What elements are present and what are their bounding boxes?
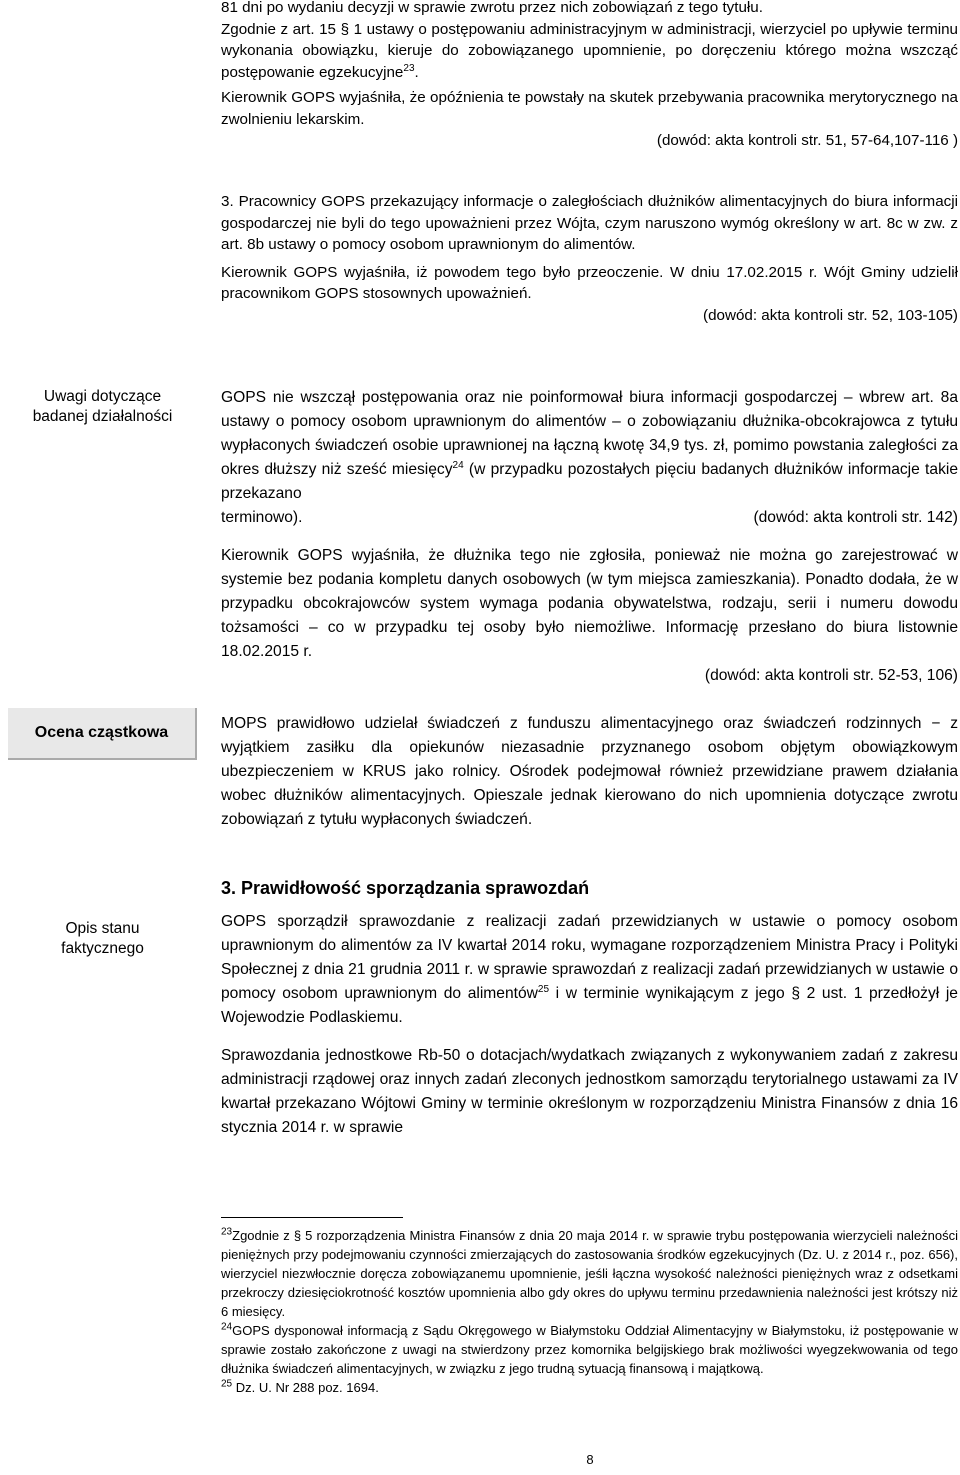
block-3: [221, 386, 958, 688]
block3-para1-last: terminowo).: [221, 509, 303, 526]
footnote-23-text: Zgodnie z § 5 rozporządzenia Ministra Finansów z dnia 20 maja 2014 r. w sprawie trybu postępowania wierzycieli należności pieniężnych przy podejmowaniu czynności zmierzających do zastosowania środków egzekucyjnych (Dz. U. z 2014 r., poz. 656), wierzyciel niezwłocznie doręcza zobowiązanemu upomnienie, jeśli łączna wysokość należności pieniężnych wraz z odsetkami przekroczy dziesięciokrotność kosztów upomnienia albo gdy okres do upływu terminu przedawnienia należności jest krótszy niż 6 miesięcy.: [221, 1228, 958, 1319]
section-3: [221, 876, 958, 1140]
footnote-24-number: 24: [221, 1321, 233, 1333]
footnote-ref-23[interactable]: 23: [403, 62, 415, 74]
footnote-24: [221, 1321, 958, 1378]
block3-para1: [221, 386, 958, 506]
block1-evidence: (dowód: akta kontroli str. 51, 57-64,107-116 ): [656, 132, 958, 149]
sidebar-uwagi-label: [0, 387, 205, 427]
block-1: [221, 0, 958, 152]
block2-para2: Kierownik GOPS wyjaśniła, iż powodem tego było przeoczenie. W dniu 17.02.2015 r. Wójt Gminy udzielił pracownikom GOPS stosownych upoważnień.: [221, 263, 958, 302]
sidebar-opis-line1: Opis stanu: [65, 920, 140, 937]
footnote-25: [221, 1378, 958, 1397]
block3-para2: Kierownik GOPS wyjaśniła, że dłużnika tego nie zgłosiła, ponieważ nie można go zarejestrować w systemie bez podania kompletu danych osobowych (w tym miejsca zamieszkania). Ponadto dodała, że w przypadku obcokrajowców system wymaga podania obywatelstwa, rodzaju, serii i numeru dowodu tożsamości – co w przypadku tej osoby było niemożliwe. Informację przesłano do biura listownie 18.02.2015 r.: [221, 547, 958, 660]
section3-para1-text: GOPS sporządził sprawozdanie z realizacji zadań przewidzianych w ustawie o pomocy osobom uprawnionym do alimentów za IV kwartał 2014 roku, wymagane rozporządzeniem Ministra Pracy i Polityki Społecznej z dnia 21 grudnia 2011 r. w sprawie sprawozdań z realizacji zadań przewidzianych w ustawie o pomocy osobom uprawnionym do alimentów: [221, 913, 958, 1002]
block3-evidence: (dowód: akta kontroli str. 142): [753, 509, 958, 526]
page-number: 8: [586, 1452, 594, 1467]
section3-heading: 3. Prawidłowość sporządzania sprawozdań: [221, 878, 590, 898]
sidebar-opis-line2: faktycznego: [61, 940, 144, 957]
footnote-25-text: Dz. U. Nr 288 poz. 1694.: [232, 1380, 379, 1395]
block3-evidence2: (dowód: akta kontroli str. 52-53, 106): [704, 667, 958, 684]
block1-line1: 81 dni po wydaniu decyzji w sprawie zwrotu przez nich zobowiązań z tego tytułu.: [221, 0, 763, 16]
sidebar-ocena-label: Ocena cząstkowa: [34, 724, 169, 741]
block3-para1-last-line: [221, 506, 958, 530]
block1-para1-text: Zgodnie z art. 15 § 1 ustawy o postępowaniu administracyjnym w administracji, wierzyciel po upływie terminu wykonania obowiązku, kieruje do zobowiązanego upomnienie, po doręczeniu którego można wszcząć postępowanie egzekucyjne: [221, 20, 958, 81]
footnote-24-text: GOPS dysponował informacją z Sądu Okręgowego w Białymstoku Oddział Alimentacyjny w Białymstoku, iż postępowanie w sprawie zostało zakończone z uwagi na stwierdzony przez komornika belgijskiego brak możliwości wyegzekwowania od tego dłużnika świadczeń alimentacyjnych, w związku z jego trudną sytuacją finansową i majątkową.: [221, 1323, 958, 1376]
footnote-23: [221, 1226, 958, 1321]
footnote-ref-24[interactable]: 24: [452, 459, 464, 471]
sidebar-ocena-box: [8, 708, 197, 760]
section3-para2: Sprawozdania jednostkowe Rb-50 o dotacjach/wydatkach związanych z wykonywaniem zadań z zakresu administracji rządowej oraz innych zadań zleconych jednostkom samorządu terytorialnego ustawami za IV kwartał przekazano Wójtowi Gminy w terminie określonym w rozporządzeniu Ministra Finansów z dnia 16 stycznia 2014 r. w sprawie: [221, 1047, 958, 1136]
block1-para1-end: .: [414, 63, 419, 81]
sidebar-uwagi-line1: Uwagi dotyczące: [43, 388, 162, 405]
section3-para1-text2: i w terminie wynikającym z jego § 2 ust. 1 przedłożył je Wojewodzie Podlaskiemu.: [221, 985, 958, 1026]
block1-para2: Kierownik GOPS wyjaśniła, że opóźnienia te powstały na skutek przebywania pracownika merytorycznego na zwolnieniu lekarskim.: [221, 89, 958, 128]
assessment-block: [221, 712, 958, 832]
footnote-ref-25[interactable]: 25: [537, 983, 550, 995]
footnotes: [221, 1226, 958, 1397]
block2-para1: 3. Pracownicy GOPS przekazujący informacje o zaległościach dłużników alimentacyjnych do biura informacji gospodarczej nie byli do tego upoważnieni przez Wójta, czym naruszono wymóg określony w art. 8c w zw. z art. 8b ustawy o pomocy osobom uprawnionym do alimentów.: [221, 193, 958, 253]
footnote-23-number: 23: [221, 1226, 233, 1238]
assessment-text: MOPS prawidłowo udzielał świadczeń z funduszu alimentacyjnego oraz świadczeń rodzinnych − z wyjątkiem zasiłku dla opiekunów niezasadnie przyznanego osobom objętym obowiązkowym ubezpieczeniem w KRUS jako rolnicy. Ośrodek podejmował również przewidziane prawem działania wobec dłużników alimentacyjnych. Opieszale jednak kierowano do nich upomnienia dotyczące zwrotu zobowiązań z tytułu wypłaconych świadczeń.: [221, 715, 958, 828]
block1-para1: [221, 19, 958, 84]
sidebar-opis-label: [0, 919, 205, 959]
footnote-25-number: 25: [221, 1378, 233, 1390]
section3-para1: [221, 910, 958, 1030]
block-2: [221, 191, 958, 326]
block3-para1-text2: (w przypadku pozostałych pięciu badanych dłużników informacje takie przekazano: [221, 461, 958, 502]
sidebar-uwagi-line2: badanej działalności: [32, 408, 173, 425]
block2-evidence: (dowód: akta kontroli str. 52, 103-105): [703, 306, 958, 324]
footnote-separator: [221, 1217, 403, 1218]
block3-para1-text: GOPS nie wszczął postępowania oraz nie poinformował biura informacji gospodarczej – wbrew art. 8a ustawy o pomocy osobom uprawnionym do alimentów – o zobowiązaniu dłużnika-obcokrajowca z tytułu wypłaconych świadczeń osobie uprawnionej na łączną kwotę 34,9 tys. zł, pomimo powstania zaległości za okres dłuższy niż sześć miesięcy: [221, 389, 958, 478]
